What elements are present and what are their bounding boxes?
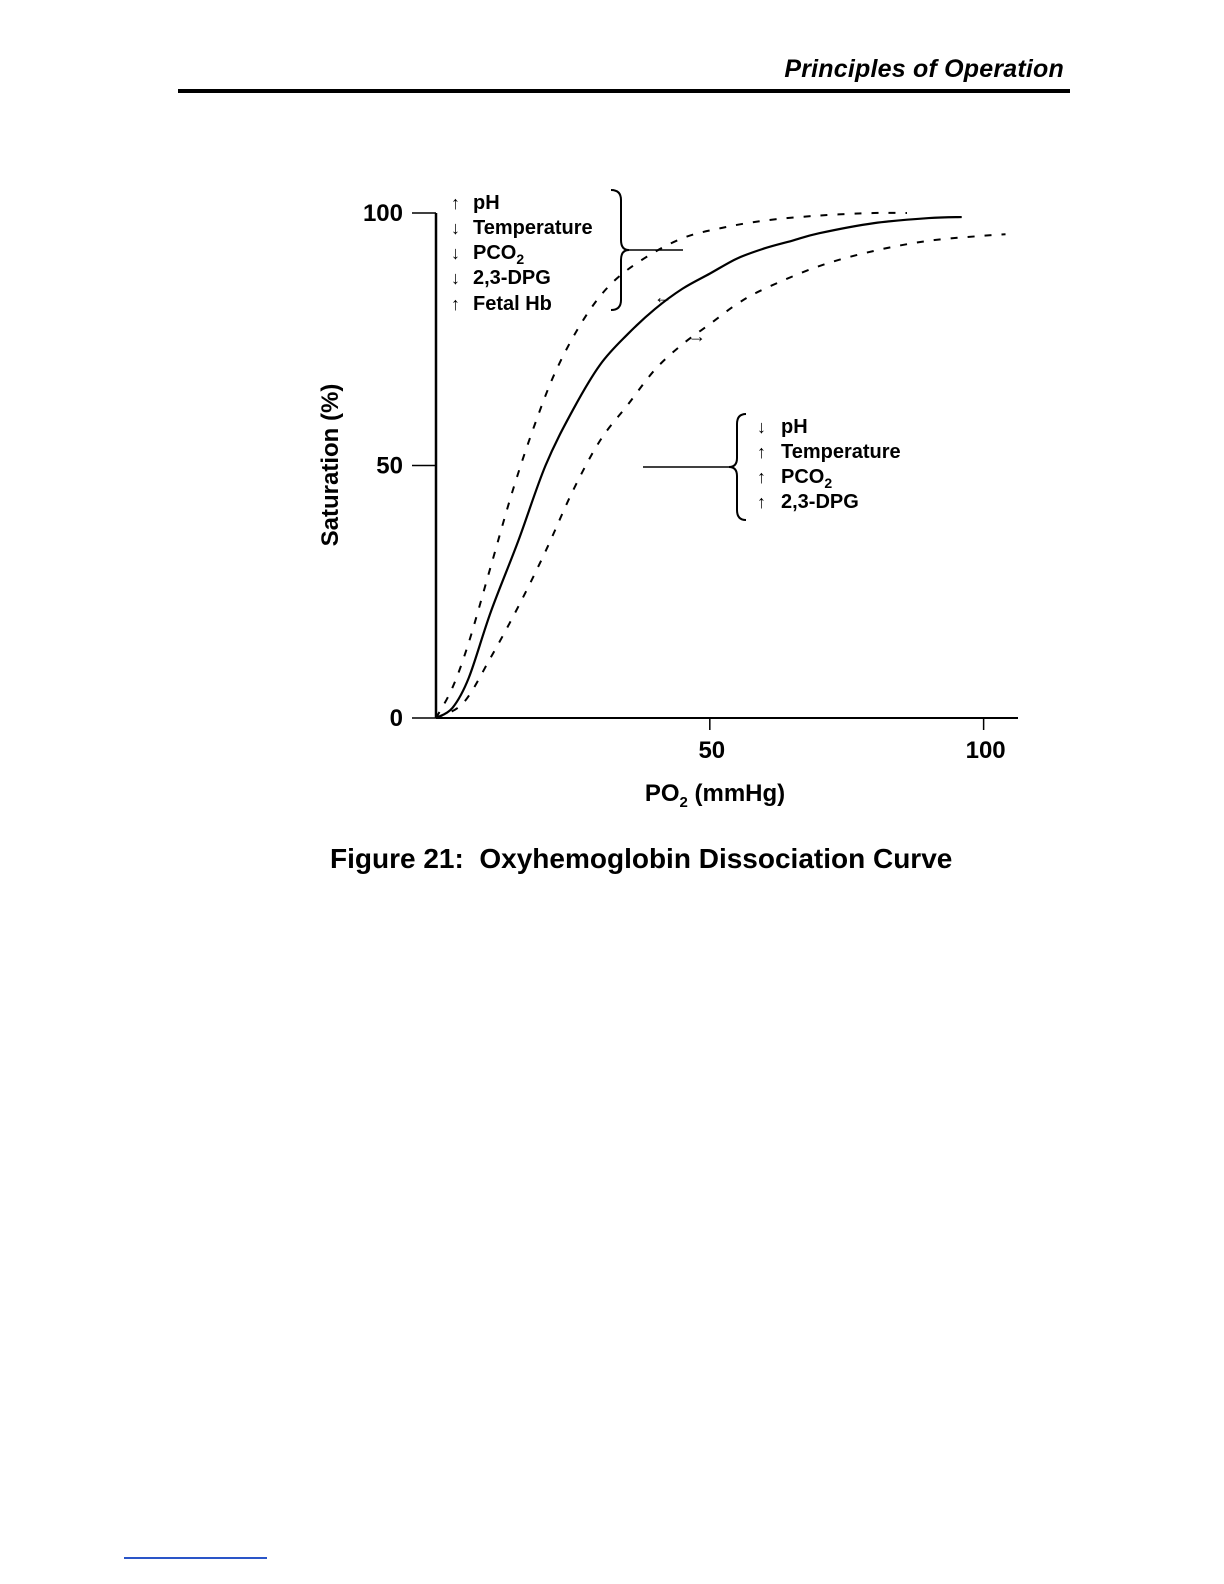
ann-right-arrow-3: ↑ — [757, 492, 766, 512]
y-axis-label: Saturation (%) — [317, 383, 344, 547]
ann-left-arrow-1: ↓ — [451, 218, 460, 238]
ann-right-text-2-sub: 2 — [824, 475, 833, 491]
y-tick-label: 100 — [362, 200, 403, 227]
ann-left-text-2 — [473, 242, 524, 267]
x-axis-label-main: PO — [644, 780, 680, 807]
ann-left-text-4: Fetal Hb — [473, 293, 552, 315]
right-bracket — [729, 414, 746, 520]
x-tick-label: 50 — [698, 737, 726, 764]
ann-right-arrow-2: ↑ — [757, 467, 766, 487]
x-axis-label — [645, 780, 785, 811]
ann-right-arrow-0: ↓ — [757, 417, 766, 437]
ann-right-text-1: Temperature — [781, 441, 901, 463]
ann-left-arrow-3: ↓ — [451, 268, 460, 288]
x-axis-label-sub: 2 — [679, 794, 688, 811]
figure-caption: Figure 21: Oxyhemoglobin Dissociation Curve — [330, 843, 953, 874]
page-header-title: Principles of Operation — [784, 55, 1064, 83]
x-tick-label: 100 — [965, 737, 1006, 764]
ann-left-arrow-0: ↑ — [451, 193, 460, 213]
footer-rule — [124, 1557, 267, 1559]
y-ticks — [363, 200, 436, 732]
y-tick-label: 0 — [389, 705, 403, 732]
ann-right-text-2-main: PCO — [781, 466, 825, 488]
x-ticks — [698, 718, 1005, 764]
left-bracket — [611, 190, 629, 310]
right-shift-arrow: → — [688, 326, 706, 346]
x-axis-label-unit: (mmHg) — [687, 780, 786, 807]
ann-left-text-1: Temperature — [473, 217, 593, 239]
ann-left-arrow-4: ↑ — [451, 294, 460, 314]
ann-left-text-2-main: PCO — [473, 242, 517, 264]
ann-right-arrow-1: ↑ — [757, 442, 766, 462]
ann-right-text-2 — [781, 466, 832, 491]
left-shift-annotation — [451, 190, 683, 315]
ann-left-text-0: pH — [473, 192, 500, 214]
ann-right-text-3: 2,3-DPG — [781, 491, 859, 513]
ann-left-arrow-2: ↓ — [451, 243, 460, 263]
ann-right-text-0: pH — [781, 416, 808, 438]
ann-left-text-2-sub: 2 — [516, 251, 525, 267]
left-shift-arrow: ← — [654, 287, 672, 307]
y-tick-label: 50 — [376, 452, 403, 480]
ann-left-text-3: 2,3-DPG — [473, 267, 551, 289]
right-shift-annotation — [643, 326, 901, 520]
